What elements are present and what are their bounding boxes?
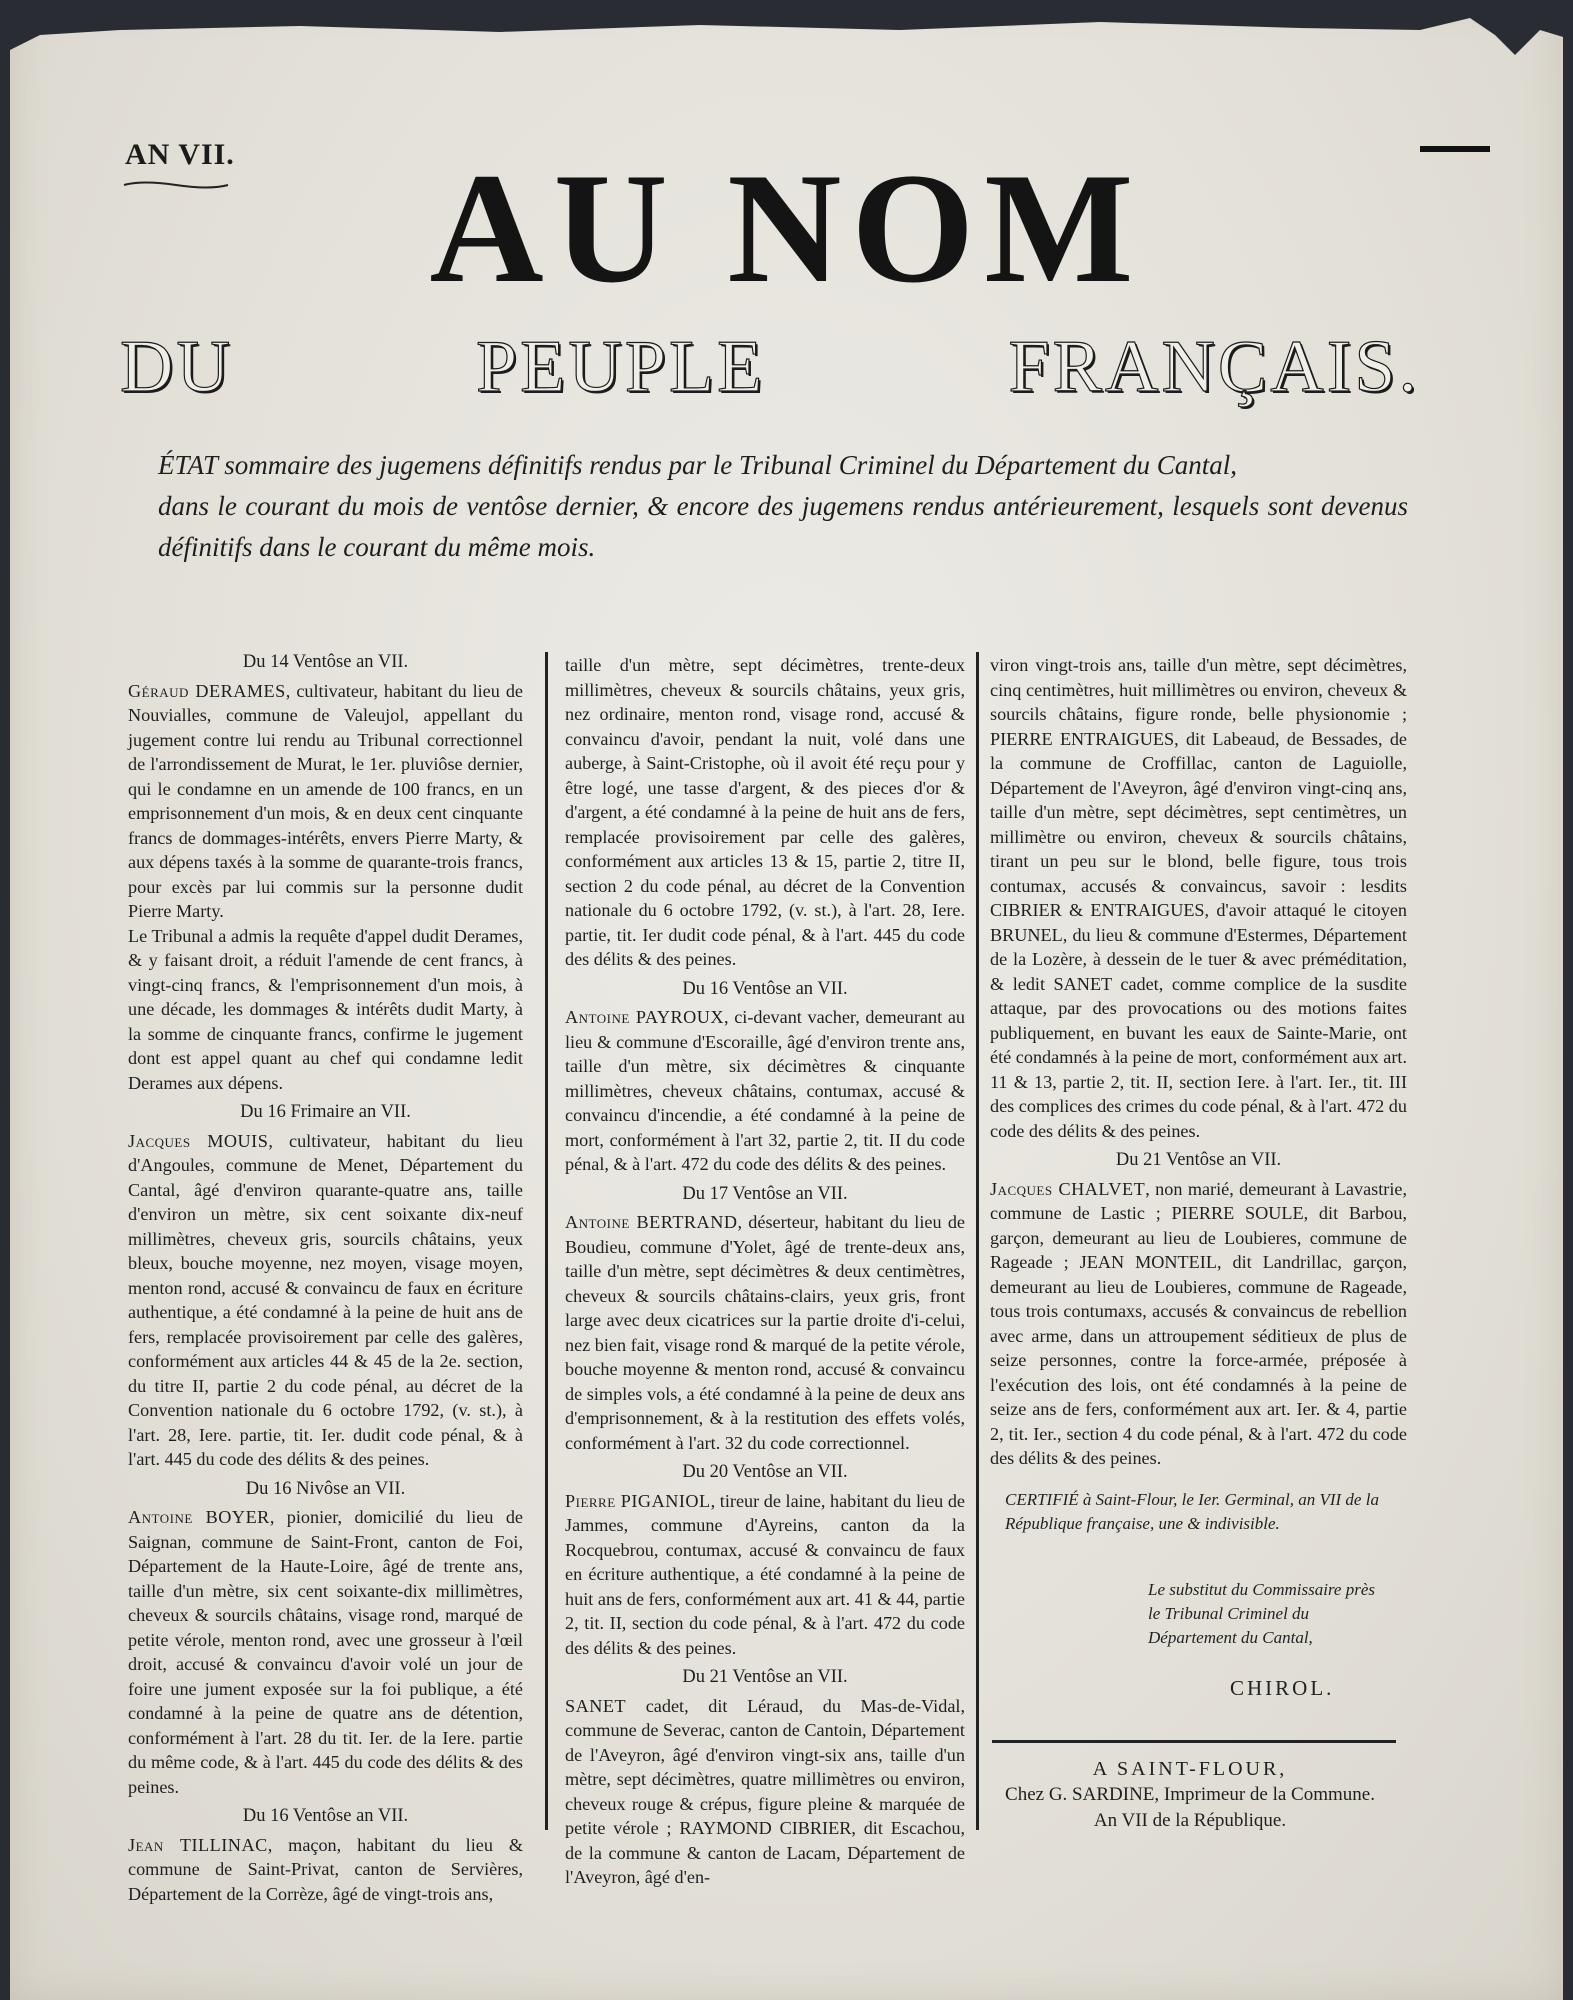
judgment-text: taille d'un mètre, sept décimètres, trente-deux millimètres, cheveux & sourcils châtains, yeux gris, nez ordinaire, menton rond, visage rond, accusé & convaincu d'avoir, pendant la nuit, volé dans une auberge, à Saint-Cristophe, où il avoit été reçu pour y être logé, une tasse d'argent, & des pieces d'or & d'argent, a été condamné à la peine de huit ans de fers, remplacée provisoirement par celle des galères, conformément aux articles 13 & 15, partie 2, titre II, section 2 du code pénal, au décret de la Convention nationale du 6 octobre 1792, (v. st.), à l'art. 28, Iere. partie, tit. Ier dudit code pénal, & à l'art. 445 du code des délits & des peines. (565, 655, 965, 969)
judgment-date: Du 16 Ventôse an VII. (242, 1806, 409, 1826)
judgment-date: Du 16 Nivôse an VII. (245, 1478, 406, 1499)
judgment-date: Du 17 Ventôse an VII. (682, 1183, 848, 1204)
intro-rest: dans le courant du mois de ventôse dernier, & encore des jugemens rendus antérieurement, lesquels sont devenus définitifs dans le courant du même mois. (158, 491, 1408, 562)
judgment-entry (565, 1210, 965, 1455)
judgment-text: , tireur de laine, habitant du lieu de Jammes, commune d'Ayreins, canton da la Rocquebrou, contumax, accusé & convaincu de faux en écriture authentique, a été condamné à la peine de huit ans de fers, conformément aux art. 41 & 44, partie 2, tit. II, section du code pénal, & à l'art. 472 du code des délits & des peines. (565, 1490, 965, 1658)
judgment-entry (990, 653, 1407, 1143)
judgment-text: Le Tribunal a admis la requête d'appel dudit Derames, & y faisant droit, a réduit l'amende de cent francs, à vingt-cinq francs, & l'emprisonnement d'un mois, à une décade, les dommages & intérêts dudit Marty, à la somme de cinquante francs, confirme le jugement dont est appel quant au chef qui condamne ledit Derames aux dépens. (128, 925, 523, 1093)
judgment-entry (565, 1005, 965, 1177)
judgment-date: Du 20 Ventôse an VII. (682, 1462, 848, 1482)
judgment-text: , déserteur, habitant du lieu de Boudieu, commune d'Yolet, âgé de trente-deux ans, taille d'un mètre, sept décimètres & deux centimètres, cheveux & sourcils châtains-clairs, yeux gris, front large avec deux cicatrices sur la partie droite d'i-celui, nez bien fait, visage rond & marqué de la petite vérole, bouche moyenne & menton rond, accusé & convaincu de simples vols, a été condamné à la peine de deux ans d'emprisonnement, & à la restitution des effets volés, conformément à l'art. 32 du code correctionnel. (565, 1212, 965, 1453)
judgment-date: Du 21 Ventôse an VII. (1115, 1150, 1282, 1170)
intro-first-line: ÉTAT sommaire des jugemens définitifs rendus par le Tribunal Criminel du Département du Cantal, (158, 450, 1237, 480)
judgment-entry (128, 1129, 523, 1472)
column-3 (990, 653, 1407, 1471)
judgment-date: Du 16 Frimaire an VII. (240, 1102, 411, 1122)
imprint-printer: Chez G. SARDINE, Imprimeur de la Commune. (1005, 1784, 1375, 1805)
torn-edge (0, 0, 1573, 60)
headline-word: FRANÇAIS. (1008, 326, 1420, 408)
judgment-entry (990, 1177, 1407, 1471)
column-divider (976, 652, 979, 1830)
judgment-entry (128, 679, 523, 924)
defendant-name: SANET (565, 1695, 627, 1716)
certification: CERTIFIÉ à Saint-Flour, le Ier. Germinal, an VII de la République française, une & indivisible. (1005, 1490, 1379, 1533)
imprint (990, 1756, 1390, 1834)
imprint-year: An VII de la République. (1093, 1810, 1287, 1831)
judgment-entry (565, 1489, 965, 1661)
headline-word: DU (120, 326, 233, 408)
judgment-date: Du 21 Ventôse an VII. (682, 1667, 848, 1687)
imprint-rule (992, 1740, 1396, 1743)
judgment-entry (565, 653, 965, 972)
judgment-text: , ci-devant vacher, demeurant au lieu & commune d'Escoraille, âgé d'environ trente ans, taille d'un mètre, six décimètres & cinquante millimètres, cheveux châtains, contumax, accusé & convaincu d'incendie, a été condamné à la peine de mort, conformément à l'art 32, partie 2, tit. II du code pénal, & à l'art. 472 du code des délits & des peines. (565, 1007, 965, 1174)
headline-peuple-francais (120, 326, 1420, 408)
headline-au-nom: AU NOM (429, 141, 1144, 316)
column-divider (545, 652, 548, 1830)
defendant-name: Jacques CHALVET (990, 1178, 1146, 1199)
defendant-name: Pierre PIGANIOL (565, 1490, 711, 1511)
imprint-city: A SAINT-FLOUR, (1092, 1758, 1288, 1780)
judgment-date: Du 16 Ventôse an VII. (682, 978, 848, 999)
judgment-text: cadet, dit Léraud, du Mas-de-Vidal, commune de Severac, canton de Cantoin, Département de l'Aveyron, âgé d'environ vingt-six ans, taille d'un mètre, sept décimètres, quatre millimètres ou environ, cheveux rouge & crépus, figure pleine & marquée de petite vérole ; RAYMOND CIBRIER, dit Escachou, de la commune & canton de Lacam, Département de l'Aveyron, âgé d'en- (565, 1695, 965, 1887)
judgment-text: , cultivateur, habitant du lieu de Nouvialles, commune de Valeujol, appellant du jugement contre lui rendu au Tribunal correctionnel de l'arrondissement de Murat, le 1er. pluviôse dernier, qui le condamne en un amende de 100 francs, en un emprisonnement d'un mois, & en deux cent cinquante francs de dommages-intérêts, envers Pierre Marty, & aux dépens taxés à la somme de quarante-trois francs, pour excès par lui commis sur la personne dudit Pierre Marty. (128, 680, 523, 921)
defendant-name: Géraud DERAMES (128, 680, 286, 701)
judgment-entry (128, 1833, 523, 1907)
judgment-entry (128, 924, 523, 1096)
judgment-date: Du 14 Ventôse an VII. (242, 652, 409, 672)
judgment-text: , cultivateur, habitant du lieu d'Angoules, commune de Menet, Département du Cantal, âgé d'environ quarante-quatre ans, taille d'environ un mètre, six cent soixante dix-neuf millimètres, cheveux gris, sourcils châtains, yeux bleux, bouche moyenne, nez moyen, visage moyen, menton rond, accusé & convaincu de faux en écriture authentique, a été condamné à la peine de huit ans de fers, remplacée provisoirement par celle des galères, conformément aux articles 44 & 45 de la 2e. section, du titre II, partie 2 du code pénal, au décret de la Convention nationale du 6 octobre 1792, (v. st.), à l'art. 28, Iere. partie, tit. Ier. dudit code pénal, & à l'art. 445 du code des délits & des peines. (128, 1130, 523, 1469)
column-2 (565, 653, 965, 1890)
judgment-text: , non marié, demeurant à Lavastrie, commune de Lastic ; PIERRE SOULE, dit Barbou, garçon, demeurant au lieu de Loubieres, commune de Rageade ; JEAN MONTEIL, dit Landrillac, garçon, demeurant au lieu de Loubieres, commune de Rageade, tous trois contumaxs, accusés & convaincus de rebellion avec arme, dans un attroupement séditieux de plus de seize personnes, contre la force-armée, préposée à l'exécution des lois, ont été condamnés à la peine de seize ans de fers, conformément aux art. Ier. & 4, partie 2, tit. Ier., section 4 du code pénal, & à l'art. 472 du code des délits & des peines. (990, 1178, 1408, 1468)
year-tag: AN VII. (125, 138, 235, 171)
judgment-entry (565, 1694, 965, 1890)
defendant-name: Antoine PAYROUX (565, 1007, 724, 1027)
defendant-name: Antoine BERTRAND (565, 1212, 738, 1232)
judgment-entry (128, 1505, 523, 1799)
headline-word: PEUPLE (476, 326, 766, 408)
judgment-text: viron vingt-trois ans, taille d'un mètre, sept décimètres, cinq centimètres, huit millimètres ou environ, cheveux & sourcils châtains, figure ronde, belle physionomie ; PIERRE ENTRAIGUES, dit Labeaud, de Bessades, de la commune de Croffillac, canton de Laguiolle, Département de l'Aveyron, âgé d'environ vingt-cinq ans, taille d'un mètre, sept décimètres, sept centimètres, un millimètre ou environ, cheveux & sourcils châtains, tirant un peu sur le blond, belle figure, tous trois contumax, accusés & convaincus, savoir : lesdits CIBRIER & ENTRAIGUES, d'avoir attaqué le citoyen BRUNEL, du lieu & commune d'Estermes, Département de la Lozère, à dessein de le tuer & avec préméditation, & ledit SANET cadet, comme complice de la susdite attaque, par des provocations ou des motions faites publiquement, en buvant les eaux de Sainte-Marie, ont été condamnés à la peine de mort, conformément aux art. 11 & 13, partie 2, tit. II, section Iere. à l'art. Ier., tit. III des complices des crimes du code pénal, & à l'art. 472 du code des délits & des peines. (990, 655, 1407, 1141)
signature: CHIROL. (1230, 1676, 1335, 1700)
substitut-line: Le substitut du Commissaire près le Tribunal Criminel du Département du Cantal, (1148, 1580, 1376, 1647)
judgment-text: , maçon, habitant du lieu & commune de Saint-Privat, canton de Servières, Département de la Corrèze, âgé de vingt-trois ans, (128, 1834, 524, 1904)
column-1 (128, 645, 523, 1906)
judgment-text: , pionier, domicilié du lieu de Saignan, commune de Saint-Front, canton de Foi, Département de la Haute-Loire, âgé de trente ans, taille d'un mètre, six cent soixante-dix millimètres, cheveux & sourcils châtains, visage rond, marqué de petite vérole, menton rond, avec une grosseur à l'œil droit, accusé & convaincu d'avoir volé un jour de foire une jument exposée sur la foi publique, a été condamné à la peine de quatre ans de détention, conformément à l'art. 28 du tit. Ier. de la Iere. partie du même code, & à l'art. 445 du code des délits & des peines. (128, 1507, 523, 1797)
defendant-name: Jacques MOUIS (128, 1130, 269, 1151)
intro-paragraph (158, 445, 1408, 568)
defendant-name: Jean TILLINAC (128, 1834, 268, 1855)
defendant-name: Antoine BOYER (128, 1507, 270, 1527)
